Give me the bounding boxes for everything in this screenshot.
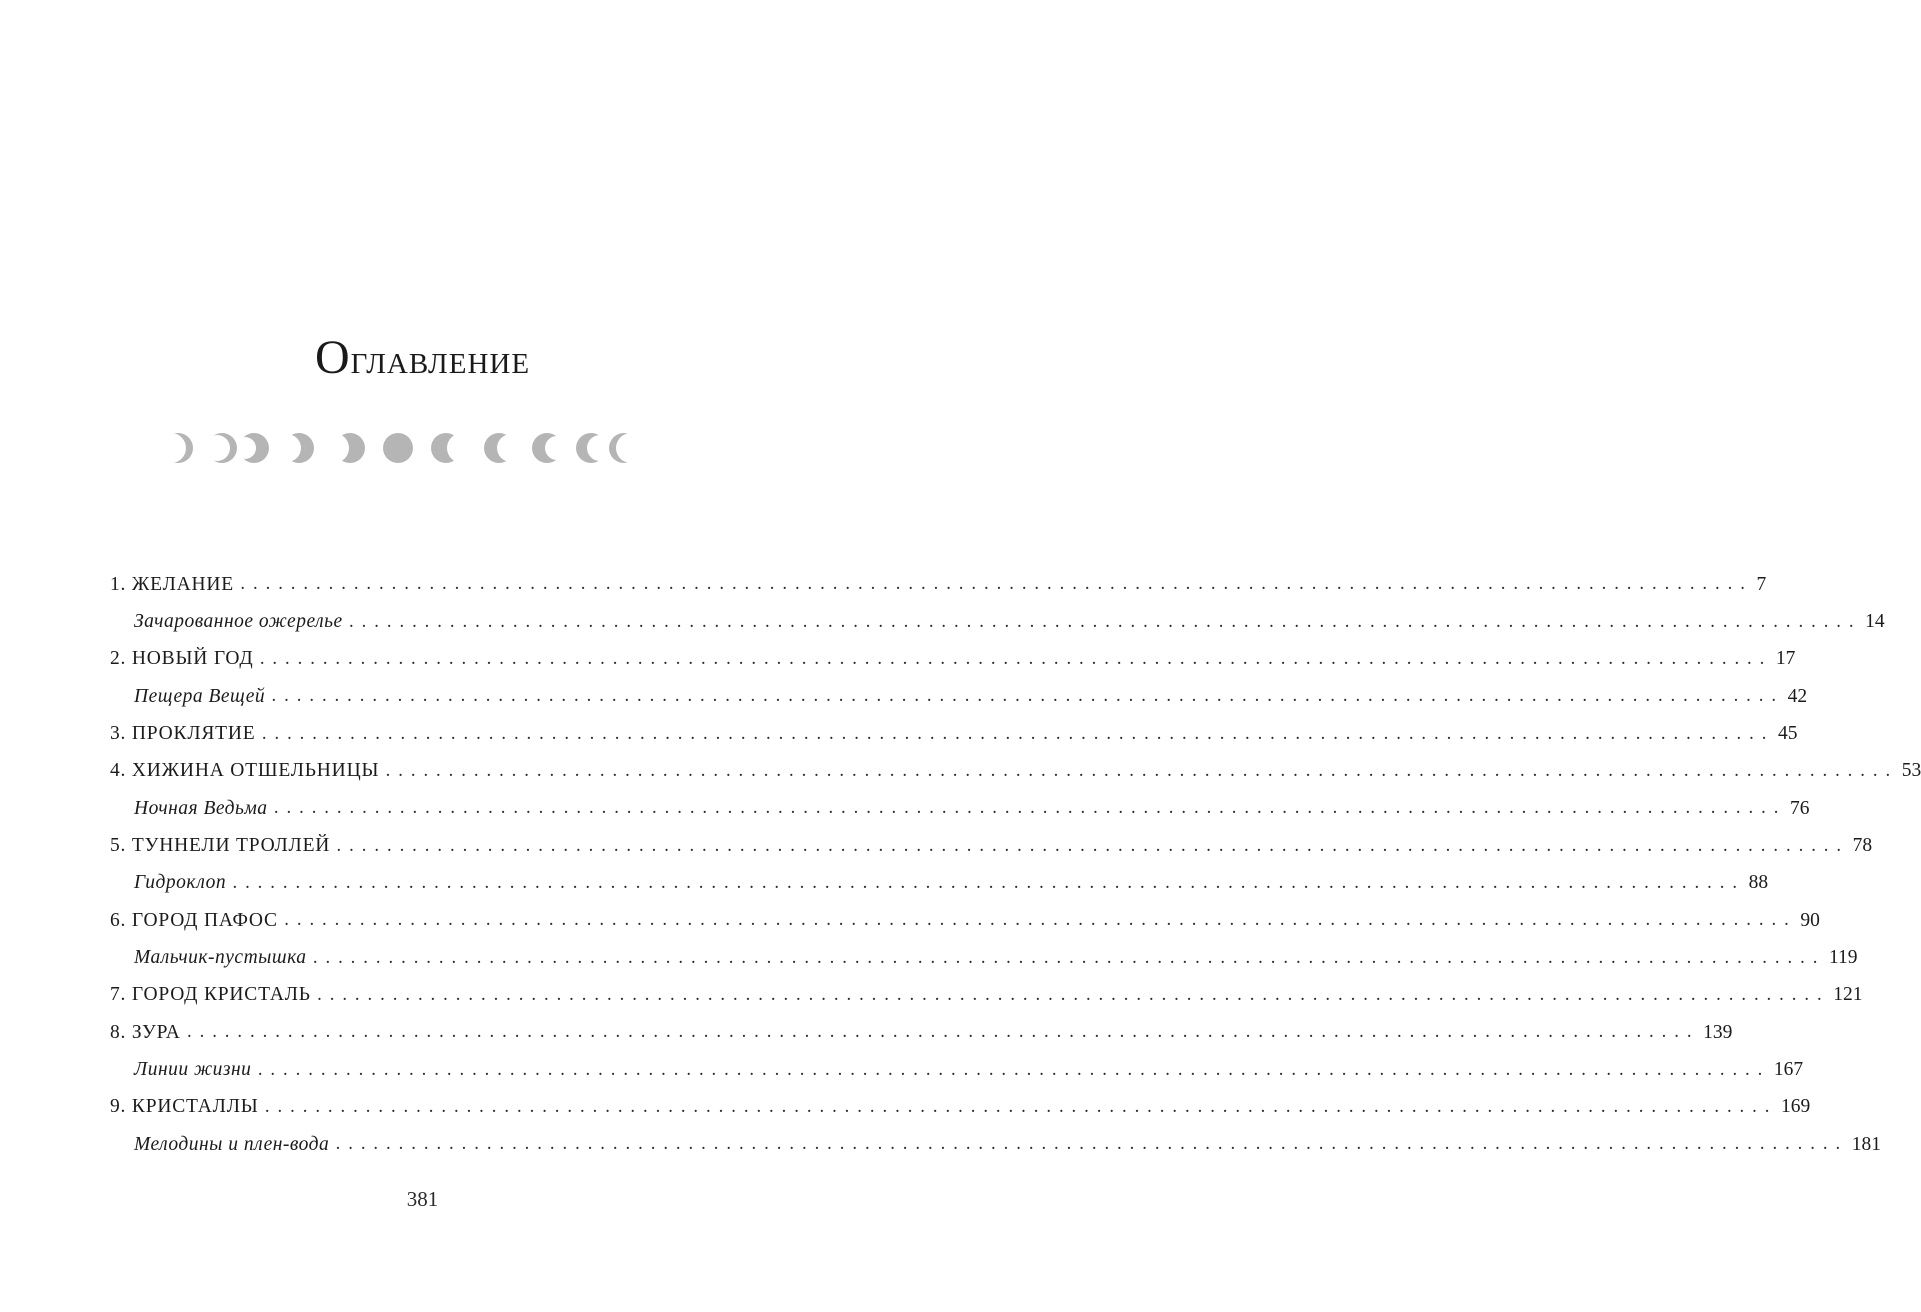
dot-leader: ........................................................................................................................: [312, 947, 1825, 968]
moon-phase-11-icon: [609, 433, 639, 463]
toc-chapter[interactable]: [110, 753, 1921, 790]
moon-phase-2-icon: [207, 433, 237, 463]
toc-entry-label: Ночная Ведьма: [134, 798, 274, 820]
toc-subentry[interactable]: [110, 939, 1858, 976]
toc-entry-label: Линии жизни: [134, 1059, 257, 1081]
moon-phase-6-icon: [383, 433, 413, 463]
toc-entry-label: 9. КРИСТАЛЛЫ: [110, 1096, 265, 1118]
toc-entry-label: 2. НОВЫЙ ГОД: [110, 648, 259, 670]
moon-phase-10-icon: [576, 433, 606, 463]
toc-entry-label: Гидроклоп: [134, 872, 232, 894]
toc-entry-label: Мелодины и плен-вода: [134, 1134, 335, 1156]
toc-entry-label: 1. ЖЕЛАНИЕ: [110, 574, 240, 596]
moon-phases-icon: [0, 420, 845, 476]
dot-leader: ........................................................................................................................: [283, 910, 1797, 931]
toc-entry-page: 78: [1852, 835, 1873, 857]
dot-leader: ........................................................................................................................: [316, 984, 1830, 1005]
toc-subentry[interactable]: [110, 865, 1769, 902]
dot-leader: ........................................................................................................................: [348, 611, 1862, 632]
toc-subentry[interactable]: [110, 790, 1810, 827]
dot-leader: ........................................................................................................................: [336, 835, 1849, 856]
table-of-contents: [110, 566, 1921, 1164]
toc-chapter[interactable]: [110, 1014, 1733, 1051]
toc-subentry[interactable]: [110, 1051, 1804, 1088]
dot-leader: ........................................................................................................................: [232, 872, 1745, 893]
toc-entry-label: 6. ГОРОД ПАФОС: [110, 910, 284, 932]
dot-leader: ........................................................................................................................: [273, 798, 1786, 819]
toc-entry-page: 45: [1777, 723, 1798, 745]
toc-entry-page: 167: [1773, 1059, 1804, 1081]
toc-chapter[interactable]: [110, 827, 1873, 864]
toc-entry-label: 7. ГОРОД КРИСТАЛЬ: [110, 984, 317, 1006]
toc-entry-label: 3. ПРОКЛЯТИЕ: [110, 723, 262, 745]
toc-entry-page: 181: [1851, 1133, 1881, 1155]
toc-entry-label: 4. ХИЖИНА ОТШЕЛЬНИЦЫ: [110, 760, 385, 782]
toc-chapter[interactable]: [110, 641, 1796, 678]
page-title-rest: главление: [350, 337, 531, 383]
toc-entry-label: 8. ЗУРА: [110, 1022, 187, 1044]
toc-entry-page: 119: [1828, 947, 1858, 969]
toc-entry-label: Пещера Вещей: [134, 686, 271, 708]
moon-phase-4-icon: [284, 433, 314, 463]
toc-entry-label: 5. ТУННЕЛИ ТРОЛЛЕЙ: [110, 835, 336, 857]
toc-entry-page: 139: [1703, 1021, 1733, 1043]
toc-entry-page: 121: [1833, 984, 1863, 1006]
moon-phase-8-icon: [484, 433, 514, 463]
toc-chapter[interactable]: [110, 715, 1798, 752]
dot-leader: ........................................................................................................................: [271, 686, 1784, 707]
toc-entry-label: Мальчик-пустышка: [134, 947, 312, 969]
toc-chapter[interactable]: [110, 566, 1767, 603]
dot-leader: ........................................................................................................................: [257, 1059, 1770, 1080]
moon-phase-5-icon: [335, 433, 365, 463]
toc-entry-page: 7: [1756, 573, 1767, 595]
toc-chapter[interactable]: [110, 902, 1820, 939]
moon-phase-3-icon: [239, 433, 269, 463]
toc-entry-page: 76: [1789, 797, 1810, 819]
toc-entry-page: 14: [1865, 611, 1885, 633]
toc-subentry[interactable]: [110, 1126, 1881, 1163]
dot-leader: ........................................................................................................................: [186, 1022, 1700, 1043]
dot-leader: ........................................................................................................................: [240, 574, 1753, 595]
toc-entry-page: 169: [1781, 1096, 1811, 1118]
toc-subentry[interactable]: [110, 603, 1885, 640]
moon-phase-7-icon: [431, 433, 461, 463]
toc-subentry[interactable]: [110, 678, 1808, 715]
toc-entry-page: 53: [1901, 760, 1921, 782]
toc-entry-page: 90: [1800, 909, 1820, 931]
page-number: 381: [406, 1187, 439, 1211]
dot-leader: ........................................................................................................................: [264, 1096, 1777, 1117]
toc-entry-page: 42: [1787, 685, 1808, 707]
dot-leader: ........................................................................................................................: [385, 760, 1898, 781]
toc-entry-label: Зачарованное ожерелье: [134, 611, 349, 633]
toc-entry-page: 17: [1775, 648, 1796, 670]
moon-phase-9-icon: [532, 433, 562, 463]
page-title-initial: О: [314, 331, 351, 384]
toc-chapter[interactable]: [110, 1089, 1811, 1126]
dot-leader: ........................................................................................................................: [261, 723, 1774, 744]
dot-leader: ........................................................................................................................: [335, 1134, 1848, 1155]
toc-chapter[interactable]: [110, 977, 1863, 1014]
toc-entry-page: 88: [1748, 872, 1769, 894]
dot-leader: ........................................................................................................................: [259, 648, 1772, 669]
page-title: [0, 330, 845, 385]
moon-phase-1-icon: [163, 433, 193, 463]
